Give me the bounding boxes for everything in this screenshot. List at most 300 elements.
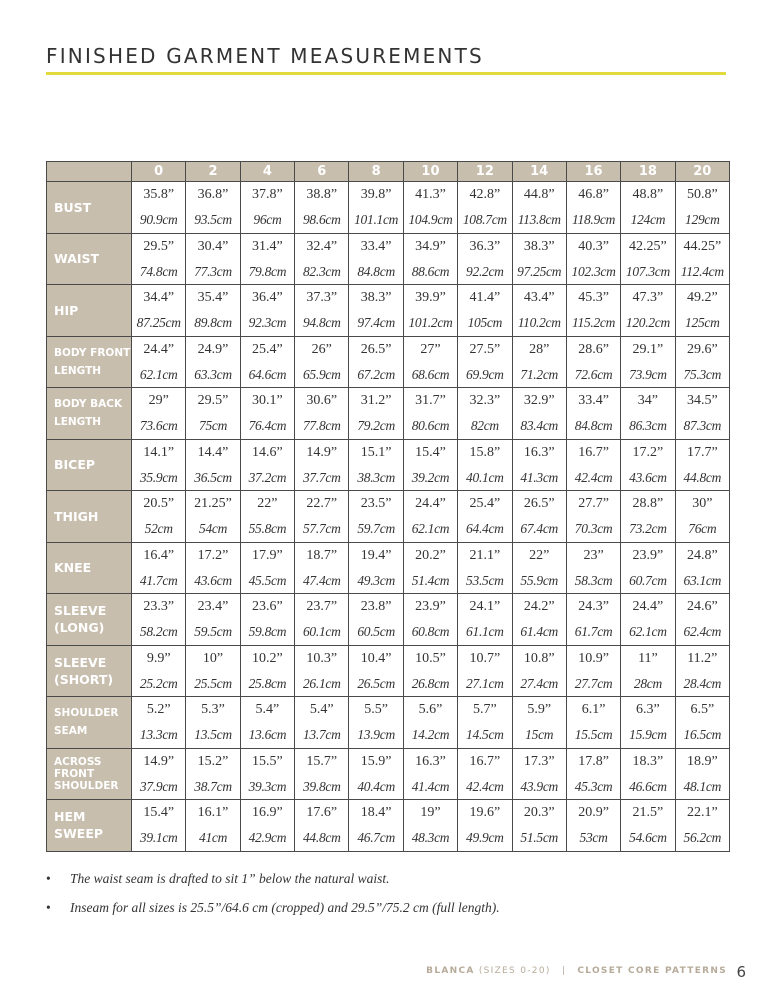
inch-value: 22” xyxy=(529,547,550,563)
measurement-cell xyxy=(621,542,675,594)
measurement-cell xyxy=(132,439,186,491)
measurement-cell xyxy=(512,542,566,594)
cm-value: 35.9cm xyxy=(139,469,178,485)
inch-value: 24.4” xyxy=(632,599,664,615)
cm-value: 44.8cm xyxy=(302,830,341,846)
inch-value: 24.6” xyxy=(686,599,718,615)
inch-value: 21.25” xyxy=(194,496,232,512)
cm-value: 26.1cm xyxy=(302,675,341,691)
cm-value: 27.1cm xyxy=(466,675,504,691)
size-header-cell: 12 xyxy=(458,162,512,182)
measurement-cell xyxy=(403,182,457,234)
inch-value: 34” xyxy=(637,393,659,409)
measurement-cell xyxy=(621,182,675,234)
cm-value: 13.7cm xyxy=(302,727,341,743)
measurement-cell xyxy=(186,645,240,697)
measurement-cell xyxy=(132,542,186,594)
note-item xyxy=(46,899,500,928)
cm-value: 60.7cm xyxy=(629,572,667,588)
inch-value: 44.25” xyxy=(683,238,722,254)
measurement-cell xyxy=(458,491,512,543)
measurement-cell xyxy=(675,491,729,543)
inch-value: 32.4” xyxy=(306,238,338,254)
measurement-cell xyxy=(458,388,512,440)
notes-list xyxy=(46,870,500,928)
measurement-cell xyxy=(186,491,240,543)
cm-value: 46.7cm xyxy=(357,830,395,846)
cm-value: 39.1cm xyxy=(139,830,178,846)
cm-value: 53.5cm xyxy=(466,572,504,588)
cm-value: 73.2cm xyxy=(629,521,667,537)
cm-value: 61.4cm xyxy=(520,624,558,640)
measurement-cell xyxy=(240,491,294,543)
cm-value: 129cm xyxy=(685,212,720,228)
measurement-cell xyxy=(349,594,403,646)
measurement-cell xyxy=(675,645,729,697)
cm-value: 44.8cm xyxy=(683,469,722,485)
cm-value: 40.4cm xyxy=(357,778,395,794)
inch-value: 29” xyxy=(148,393,169,409)
measurement-cell xyxy=(186,233,240,285)
measurement-cell xyxy=(621,388,675,440)
measurement-cell xyxy=(675,388,729,440)
row-label-line: (SHORT) xyxy=(54,671,114,687)
measurement-cell xyxy=(186,285,240,337)
measurement-cell xyxy=(458,697,512,749)
cm-value: 55.9cm xyxy=(520,572,558,588)
measurement-cell xyxy=(349,336,403,388)
cm-value: 60.8cm xyxy=(411,624,450,640)
row-label-line: SHOULDER xyxy=(54,779,119,792)
cm-value: 49.9cm xyxy=(466,830,504,846)
note-text: The waist seam is drafted to sit 1” below the natural waist. xyxy=(70,871,390,886)
measurement-cell xyxy=(295,491,349,543)
size-header-cell: 20 xyxy=(675,162,729,182)
inch-value: 31.7” xyxy=(415,393,446,409)
row-label xyxy=(47,285,132,337)
footer xyxy=(426,966,727,976)
inch-value: 24.8” xyxy=(686,547,718,563)
measurement-row xyxy=(47,439,730,491)
cm-value: 101.2cm xyxy=(408,315,453,331)
cm-value: 48.3cm xyxy=(411,830,450,846)
size-header-cell: 10 xyxy=(403,162,457,182)
cm-value: 15.5cm xyxy=(574,727,613,743)
inch-value: 20.9” xyxy=(578,805,609,821)
inch-value: 23.4” xyxy=(197,599,229,615)
cm-value: 112.4cm xyxy=(680,263,724,279)
cm-value: 61.7cm xyxy=(574,624,613,640)
measurement-cell xyxy=(349,182,403,234)
inch-value: 24.4” xyxy=(143,341,175,357)
cm-value: 39.2cm xyxy=(411,469,450,485)
measurement-cell xyxy=(621,233,675,285)
inch-value: 5.7” xyxy=(472,702,497,718)
cm-value: 37.7cm xyxy=(302,469,341,485)
inch-value: 26.5” xyxy=(523,496,555,512)
measurement-cell xyxy=(621,336,675,388)
measurement-cell xyxy=(240,697,294,749)
inch-value: 41.4” xyxy=(469,290,501,306)
inch-value: 5.9” xyxy=(527,702,552,718)
measurement-cell xyxy=(566,645,620,697)
inch-value: 38.8” xyxy=(306,187,338,203)
inch-value: 16.7” xyxy=(578,444,609,460)
inch-value: 19.6” xyxy=(469,805,501,821)
inch-value: 38.3” xyxy=(360,290,392,306)
cm-value: 87.25cm xyxy=(136,315,181,331)
cm-value: 45.3cm xyxy=(574,778,613,794)
cm-value: 64.6cm xyxy=(248,366,287,382)
cm-value: 54cm xyxy=(199,521,228,537)
row-label-line: SHOULDER xyxy=(54,707,119,720)
cm-value: 92.2cm xyxy=(466,263,504,279)
inch-value: 14.1” xyxy=(143,444,175,460)
measurement-cell xyxy=(458,182,512,234)
measurement-cell xyxy=(403,542,457,594)
footer-sizes-note: (SIZES 0-20) xyxy=(478,966,551,976)
measurement-cell xyxy=(403,491,457,543)
inch-value: 30.6” xyxy=(306,393,338,409)
cm-value: 58.2cm xyxy=(139,624,178,640)
inch-value: 17.3” xyxy=(523,753,555,769)
row-label-line: BICEP xyxy=(54,457,96,473)
inch-value: 10.4” xyxy=(360,650,392,666)
measurement-cell xyxy=(186,542,240,594)
size-header-cell: 8 xyxy=(349,162,403,182)
measurement-cell xyxy=(621,285,675,337)
measurement-cell xyxy=(349,388,403,440)
cm-value: 25.5cm xyxy=(194,675,232,691)
measurement-cell xyxy=(458,233,512,285)
cm-value: 57.7cm xyxy=(302,521,341,537)
measurement-cell xyxy=(403,285,457,337)
inch-value: 41.3” xyxy=(415,187,446,203)
inch-value: 36.4” xyxy=(252,290,283,306)
measurement-cell xyxy=(349,542,403,594)
inch-value: 48.8” xyxy=(632,187,664,203)
measurement-cell xyxy=(621,645,675,697)
measurement-cell xyxy=(295,285,349,337)
inch-value: 31.4” xyxy=(252,238,283,254)
inch-value: 25.4” xyxy=(469,496,501,512)
size-header-cell: 4 xyxy=(240,162,294,182)
measurement-cell xyxy=(566,542,620,594)
cm-value: 83.4cm xyxy=(520,418,558,434)
measurement-cell xyxy=(512,697,566,749)
cm-value: 43.6cm xyxy=(629,469,667,485)
measurement-cell xyxy=(566,594,620,646)
cm-value: 39.8cm xyxy=(302,778,341,794)
measurement-row xyxy=(47,645,730,697)
inch-value: 23.6” xyxy=(252,599,283,615)
measurement-cell xyxy=(186,697,240,749)
measurement-row xyxy=(47,233,730,285)
measurement-cell xyxy=(349,439,403,491)
cm-value: 55.8cm xyxy=(248,521,287,537)
cm-value: 64.4cm xyxy=(466,521,504,537)
size-header-row xyxy=(47,162,730,182)
measurement-cell xyxy=(186,336,240,388)
inch-value: 14.9” xyxy=(143,753,175,769)
cm-value: 110.2cm xyxy=(517,315,561,331)
cm-value: 71.2cm xyxy=(520,366,558,382)
inch-value: 18.4” xyxy=(360,805,392,821)
cm-value: 97.25cm xyxy=(517,263,562,279)
inch-value: 20.3” xyxy=(523,805,555,821)
note-item xyxy=(46,870,500,899)
row-label-line: LENGTH xyxy=(54,364,102,377)
cm-value: 73.9cm xyxy=(629,366,667,382)
cm-value: 63.3cm xyxy=(194,366,232,382)
inch-value: 23.9” xyxy=(632,547,664,563)
measurement-cell xyxy=(675,748,729,800)
inch-value: 18.7” xyxy=(306,547,338,563)
measurement-cell xyxy=(186,594,240,646)
measurement-cell xyxy=(566,697,620,749)
cm-value: 42.4cm xyxy=(574,469,613,485)
measurement-cell xyxy=(621,800,675,852)
inch-value: 29.6” xyxy=(686,341,718,357)
measurement-cell xyxy=(132,491,186,543)
cm-value: 97.4cm xyxy=(357,315,395,331)
measurement-cell xyxy=(403,388,457,440)
inch-value: 33.4” xyxy=(578,393,609,409)
measurement-cell xyxy=(240,182,294,234)
measurement-cell xyxy=(621,748,675,800)
measurement-cell xyxy=(512,491,566,543)
cm-value: 37.2cm xyxy=(248,469,287,485)
inch-value: 6.1” xyxy=(581,702,606,718)
cm-value: 63.1cm xyxy=(683,572,722,588)
measurement-cell xyxy=(566,182,620,234)
cm-value: 101.1cm xyxy=(354,212,399,228)
cm-value: 76cm xyxy=(688,521,717,537)
measurement-cell xyxy=(132,748,186,800)
inch-value: 16.1” xyxy=(197,805,229,821)
measurement-cell xyxy=(186,748,240,800)
inch-value: 5.2” xyxy=(146,702,171,718)
cm-value: 42.4cm xyxy=(466,778,504,794)
inch-value: 16.3” xyxy=(415,753,446,769)
row-label xyxy=(47,439,132,491)
inch-value: 14.4” xyxy=(197,444,229,460)
measurement-row xyxy=(47,491,730,543)
cm-value: 125cm xyxy=(685,315,720,331)
cm-value: 59.7cm xyxy=(357,521,395,537)
inch-value: 26” xyxy=(311,341,332,357)
cm-value: 36.5cm xyxy=(194,469,232,485)
row-label-line: SEAM xyxy=(54,725,88,738)
measurement-cell xyxy=(240,594,294,646)
inch-value: 17.8” xyxy=(578,753,609,769)
cm-value: 82cm xyxy=(470,418,499,434)
measurement-cell xyxy=(403,233,457,285)
cm-value: 60.1cm xyxy=(302,624,341,640)
cm-value: 48.1cm xyxy=(683,778,722,794)
cm-value: 70.3cm xyxy=(574,521,613,537)
measurement-cell xyxy=(403,594,457,646)
inch-value: 22” xyxy=(257,496,278,512)
cm-value: 14.2cm xyxy=(411,727,450,743)
measurement-row xyxy=(47,336,730,388)
inch-value: 21.5” xyxy=(632,805,664,821)
cm-value: 37.9cm xyxy=(139,778,178,794)
inch-value: 18.3” xyxy=(632,753,664,769)
cm-value: 26.5cm xyxy=(357,675,395,691)
cm-value: 90.9cm xyxy=(139,212,178,228)
measurement-cell xyxy=(621,594,675,646)
inch-value: 11” xyxy=(638,650,658,666)
measurement-cell xyxy=(349,748,403,800)
inch-value: 28.8” xyxy=(632,496,664,512)
inch-value: 22.1” xyxy=(686,805,718,821)
size-header-cell: 14 xyxy=(512,162,566,182)
inch-value: 5.4” xyxy=(255,702,280,718)
cm-value: 120.2cm xyxy=(625,315,670,331)
cm-value: 51.5cm xyxy=(520,830,558,846)
measurement-cell xyxy=(240,336,294,388)
inch-value: 5.5” xyxy=(364,702,388,718)
cm-value: 115.2cm xyxy=(572,315,616,331)
measurement-cell xyxy=(512,388,566,440)
measurement-cell xyxy=(132,285,186,337)
cm-value: 13.3cm xyxy=(139,727,178,743)
cm-value: 93.5cm xyxy=(194,212,232,228)
cm-value: 43.6cm xyxy=(194,572,232,588)
measurement-cell xyxy=(566,491,620,543)
row-label xyxy=(47,594,132,646)
measurement-cell xyxy=(566,800,620,852)
measurement-cell xyxy=(675,233,729,285)
cm-value: 41cm xyxy=(199,830,228,846)
cm-value: 58.3cm xyxy=(574,572,613,588)
measurement-cell xyxy=(675,594,729,646)
row-label xyxy=(47,182,132,234)
row-label xyxy=(47,542,132,594)
measurement-cell xyxy=(512,800,566,852)
measurement-cell xyxy=(458,542,512,594)
measurement-cell xyxy=(403,748,457,800)
inch-value: 16.9” xyxy=(252,805,283,821)
measurement-cell xyxy=(186,182,240,234)
measurement-cell xyxy=(675,439,729,491)
inch-value: 16.4” xyxy=(143,547,175,563)
inch-value: 20.2” xyxy=(415,547,446,563)
measurement-cell xyxy=(295,697,349,749)
measurement-cell xyxy=(566,748,620,800)
inch-value: 5.3” xyxy=(201,702,225,718)
cm-value: 79.8cm xyxy=(248,263,287,279)
inch-value: 31.2” xyxy=(360,393,392,409)
inch-value: 23.8” xyxy=(360,599,392,615)
cm-value: 72.6cm xyxy=(574,366,613,382)
inch-value: 19” xyxy=(420,805,441,821)
cm-value: 76.4cm xyxy=(248,418,287,434)
measurement-cell xyxy=(295,748,349,800)
row-label-line: HEM xyxy=(54,809,86,825)
cm-value: 13.5cm xyxy=(194,727,232,743)
inch-value: 30” xyxy=(692,496,713,512)
cm-value: 96cm xyxy=(253,212,282,228)
cm-value: 62.4cm xyxy=(683,624,722,640)
cm-value: 62.1cm xyxy=(629,624,667,640)
measurement-cell xyxy=(132,594,186,646)
cm-value: 42.9cm xyxy=(248,830,287,846)
measurement-cell xyxy=(240,542,294,594)
measurement-cell xyxy=(512,233,566,285)
cm-value: 41.4cm xyxy=(411,778,450,794)
cm-value: 88.6cm xyxy=(411,263,450,279)
cm-value: 49.3cm xyxy=(357,572,395,588)
inch-value: 24.4” xyxy=(415,496,446,512)
measurement-cell xyxy=(458,645,512,697)
inch-value: 42.25” xyxy=(629,238,667,254)
measurement-cell xyxy=(349,645,403,697)
bullet-icon: • xyxy=(46,900,51,915)
measurement-cell xyxy=(566,336,620,388)
measurement-cell xyxy=(675,542,729,594)
measurement-cell xyxy=(675,182,729,234)
cm-value: 73.6cm xyxy=(139,418,178,434)
inch-value: 35.8” xyxy=(143,187,175,203)
cm-value: 51.4cm xyxy=(411,572,450,588)
measurement-cell xyxy=(403,439,457,491)
measurement-cell xyxy=(240,748,294,800)
measurement-cell xyxy=(512,182,566,234)
inch-value: 10.9” xyxy=(578,650,609,666)
inch-value: 5.4” xyxy=(309,702,334,718)
size-header-cell: 18 xyxy=(621,162,675,182)
measurement-cell xyxy=(240,233,294,285)
cm-value: 75cm xyxy=(199,418,228,434)
measurement-cell xyxy=(458,748,512,800)
cm-value: 25.8cm xyxy=(248,675,287,691)
inch-value: 24.3” xyxy=(578,599,609,615)
inch-value: 34.9” xyxy=(415,238,446,254)
inch-value: 32.3” xyxy=(469,393,501,409)
inch-value: 19.4” xyxy=(360,547,392,563)
inch-value: 17.6” xyxy=(306,805,338,821)
cm-value: 43.9cm xyxy=(520,778,558,794)
cm-value: 104.9cm xyxy=(408,212,453,228)
cm-value: 124cm xyxy=(630,212,666,228)
inch-value: 22.7” xyxy=(306,496,338,512)
measurement-cell xyxy=(295,336,349,388)
cm-value: 16.5cm xyxy=(683,727,722,743)
cm-value: 61.1cm xyxy=(466,624,504,640)
size-header-cell: 0 xyxy=(132,162,186,182)
inch-value: 27.7” xyxy=(578,496,609,512)
row-label-line: FRONT xyxy=(54,767,95,780)
measurement-cell xyxy=(186,439,240,491)
inch-value: 32.9” xyxy=(523,393,555,409)
cm-value: 26.8cm xyxy=(411,675,450,691)
cm-value: 77.8cm xyxy=(302,418,341,434)
row-label-line: KNEE xyxy=(54,560,92,576)
inch-value: 34.5” xyxy=(686,393,718,409)
cm-value: 84.8cm xyxy=(357,263,395,279)
measurement-cell xyxy=(349,233,403,285)
cm-value: 13.6cm xyxy=(248,727,287,743)
inch-value: 29.5” xyxy=(143,238,175,254)
size-header-cell: 6 xyxy=(295,162,349,182)
corner-cell xyxy=(47,162,132,182)
cm-value: 89.8cm xyxy=(194,315,232,331)
measurement-cell xyxy=(240,439,294,491)
inch-value: 15.5” xyxy=(252,753,283,769)
measurement-cell xyxy=(403,645,457,697)
